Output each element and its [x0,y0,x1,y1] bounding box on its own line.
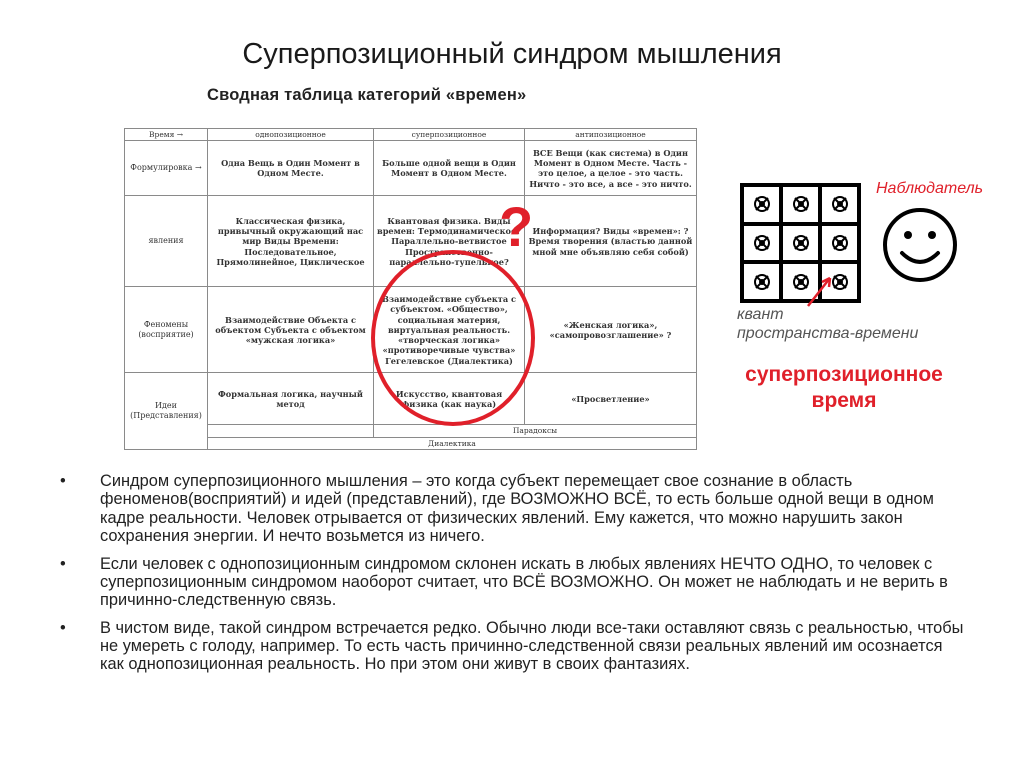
bullet-dot-icon: • [60,472,66,490]
bullet-dot-icon: • [60,554,66,573]
row-label: Феномены (восприятие) [125,287,208,373]
table-cell: Взаимодействие Объекта с объектом Субъекта с объектом «мужская логика» [208,287,374,373]
paradox-row [125,425,697,437]
dialectics-cell: Диалектика [208,437,697,449]
quantum-cell-icon [744,226,779,261]
bullet-item [60,619,970,674]
table-cell: Больше одной вещи в Один Момент в Одном Месте. [374,141,525,196]
quantum-cell-icon [783,226,818,261]
quantum-label [737,306,918,344]
red-circle-highlight [371,250,535,426]
smiley-face-icon [880,205,960,285]
quantum-cell-icon [783,187,818,222]
bullet-item [60,555,970,610]
quantum-cell-icon [744,187,779,222]
table-cell: Информация? Виды «времен»: ? Время творения (властью данной мной мне объявляю себя собой) [525,196,697,287]
bullet-text: В чистом виде, такой синдром встречается редко. Обычно люди все-таки оставляют связь с реальностью, чтобы не умереть с голоду, например. То есть часть причинно-следственной связи реальных явлений им осознается как однопозиционная реальность. Но при этом они живут в своих фантазиях. [100,618,964,674]
table-heading: Сводная таблица категорий «времен» [207,86,527,104]
paradox-cell: Парадоксы [374,425,697,437]
table-cell: Формальная логика, научный метод [208,373,374,425]
bullet-item [60,472,970,546]
header-cell: суперпозиционное [374,129,525,141]
row-label: Формулировка → [125,141,208,196]
quantum-cell-icon [744,264,779,299]
super-label-line1: суперпозиционное [745,363,943,386]
bullet-text: Синдром суперпозиционного мышления – это когда субъект перемещает свое сознание в область феноменов(восприятий) и идей (представлений), где ВОЗМОЖНО ВСЁ, то есть больше одной вещи в одном кадре реальности. Человек отрывается от физических явлений. Ему кажется, что можно нарушить закон сохранения энергии. И нечто возьмется из ничего. [100,472,934,546]
table-cell: Одна Вещь в Один Момент в Одном Месте. [208,141,374,196]
table-header-row [125,129,697,141]
table-cell: Квантовая физика. Виды времен: Термодинамическое? Параллельно-ветвистое Пространственно-параллельно-тупельное? [374,196,525,287]
table-cell: Искусство, квантовая физика (как наука) [374,373,525,425]
table-cell: Классическая физика, привычный окружающий нас мир Виды Времени: Последовательное, Прямолинейное, Циклическое [208,196,374,287]
header-cell: Время → [125,129,208,141]
table-cell: ВСЕ Вещи (как система) в Один Момент в Одном Месте. Часть - это целое, а целое - это часть. Ничто - это все, а все - это ничто. [525,141,697,196]
bullet-text: Если человек с однопозиционным синдромом склонен искать в любых явлениях НЕЧТО ОДНО, то человек с суперпозиционным синдромом наоборот считает, что ВСЁ ВОЗМОЖНО. Он может не наблюдать и не верить в причинно-следственную связь. [100,554,948,610]
superposition-time-label [728,362,960,413]
table-cell: «Просветление» [525,373,697,425]
header-cell: однопозиционное [208,129,374,141]
row-label: Идеи (Представления) [125,373,208,450]
table-cell: Взаимодействие субъекта с субъектом. «Общество», социальная материя, виртуальная реальность. «творческая логика» «противоречивые чувства» Гегелевское (Диалектика) [374,287,525,373]
header-cell: антипозиционное [525,129,697,141]
quantum-label-line2: пространства-времени [737,324,919,342]
row-label: явления [125,196,208,287]
question-mark-icon: ? [499,195,534,258]
slide-title: Суперпозиционный синдром мышления [242,38,782,70]
bullet-list [60,472,970,683]
quantum-cell-icon [822,226,857,261]
dialectics-row [125,437,697,449]
super-label-line2: время [811,388,877,412]
bullet-dot-icon: • [60,618,66,637]
observer-label: Наблюдатель [876,180,984,197]
table-row [125,141,697,196]
quantum-cell-icon [822,187,857,222]
table-cell: «Женская логика», «самопровозглашение» ? [525,287,697,373]
arrow-up-icon [800,270,840,310]
quantum-label-line1: квант [737,306,784,323]
